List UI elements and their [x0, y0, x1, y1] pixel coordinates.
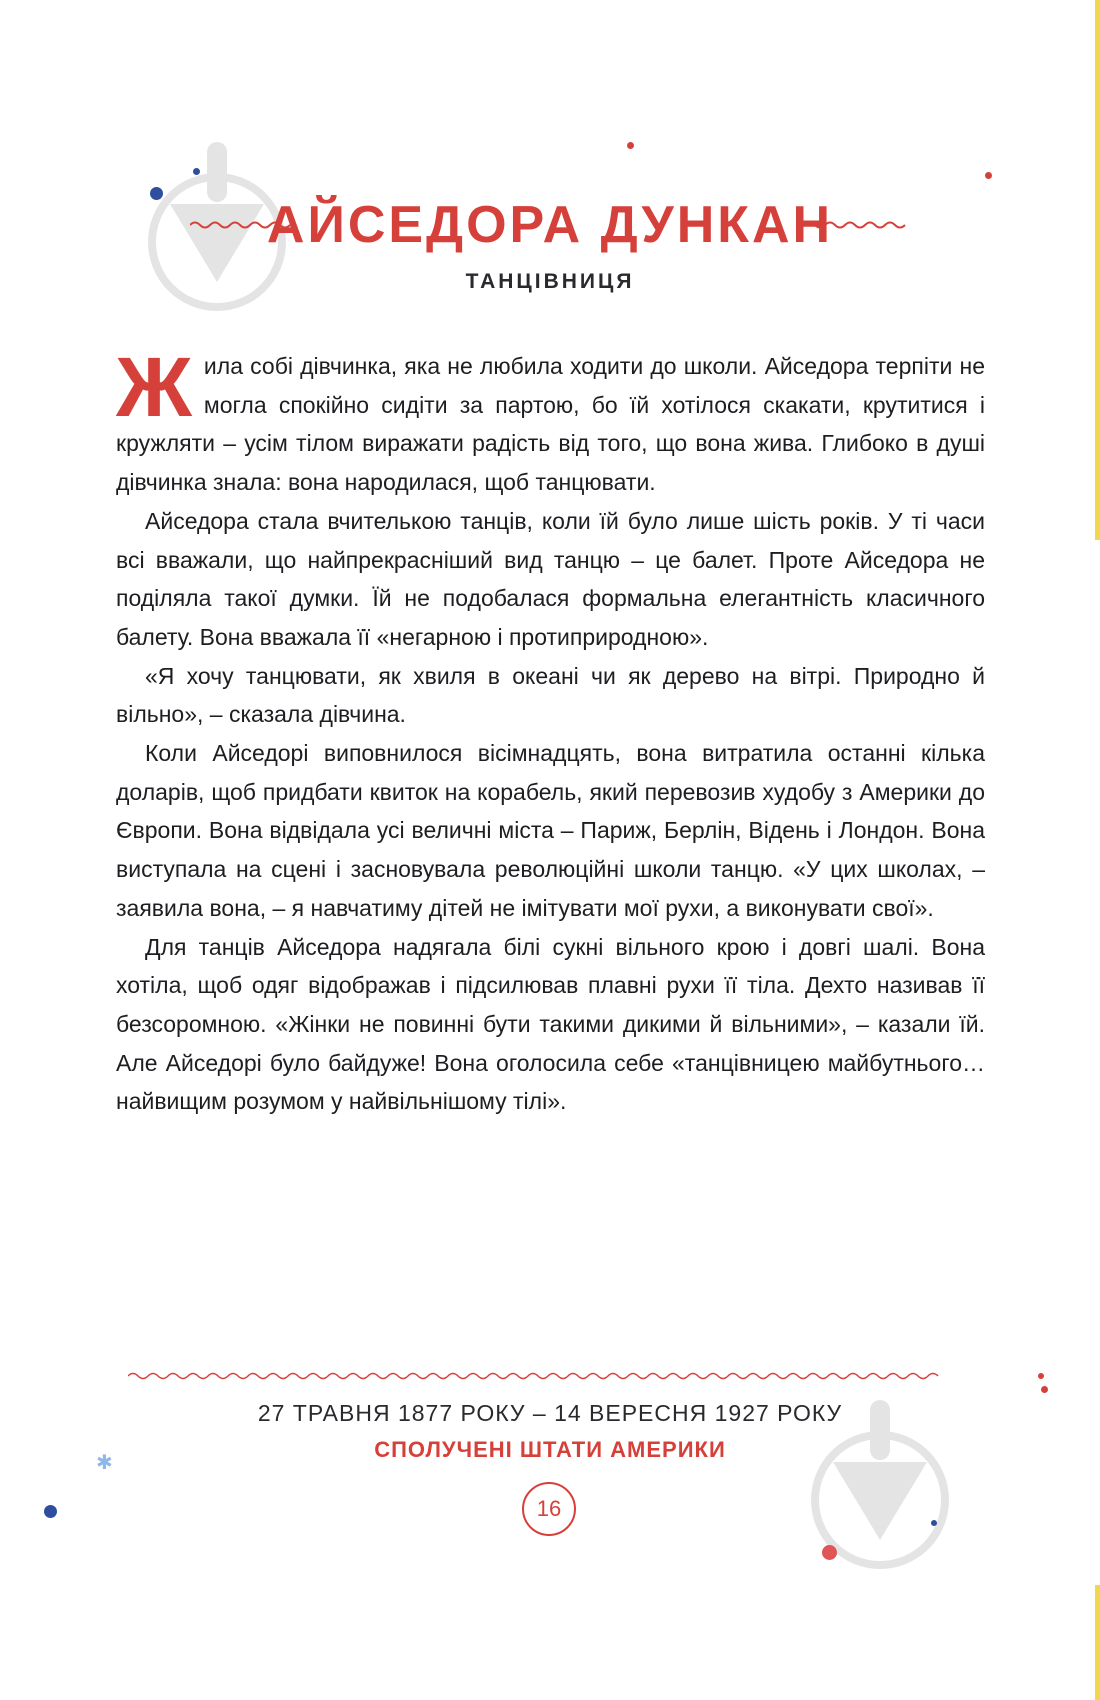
paragraph: Жила собі дівчинка, яка не любила ходити до школи. Айседора терпіти не могла спокійно сидіти за партою, бо їй хотілося скакати, крутитися і кружляти – усім тілом виражати радість від того, що вона жива. Глибоко в душі дівчинка знала: вона народилася, щоб танцювати.: [116, 340, 985, 496]
decor-dot: [44, 1505, 57, 1518]
country-label: СПОЛУЧЕНІ ШТАТИ АМЕРИКИ: [374, 1437, 726, 1462]
paragraph: Для танців Айседора надягала білі сукні вільного крою і довгі шалі. Вона хотіла, щоб одяг відображав і підсилював плавні рухи її тіла. Дехто називав її безсоромною. «Жінки не повинні бути такими дикими й вільними», – казали їй. Але Айседорі було байдуже! Вона оголосила себе «танцівницею майбутнього… найвищим розумом у найвільнішому тілі».: [116, 933, 985, 1115]
paragraph: «Я хочу танцювати, як хвиля в океані чи як дерево на вітрі. Природно й вільно», – сказала дівчина.: [116, 662, 985, 728]
decor-dot: [193, 168, 200, 175]
life-dates: 27 ТРАВНЯ 1877 РОКУ – 14 ВЕРЕСНЯ 1927 РОКУ: [257, 1400, 843, 1426]
page-number: 16: [522, 1482, 576, 1536]
decor-dot: [1041, 1386, 1048, 1393]
decor-dot: [1038, 1373, 1044, 1379]
yellow-edge-bottom: [1095, 1585, 1100, 1700]
drop-cap: Ж: [116, 340, 192, 434]
decor-dot: [822, 1545, 837, 1560]
page-subtitle: ТАНЦІВНИЦЯ: [465, 270, 635, 293]
decor-dot: [627, 142, 634, 149]
star-icon: ✱: [96, 1452, 113, 1474]
decor-dot: [931, 1520, 937, 1526]
paragraph: Коли Айседорі виповнилося вісімнадцять, вона витратила останні кілька доларів, щоб придбати квиток на корабель, який перевозив худобу з Америки до Європи. Вона відвідала усі величні міста – Париж, Берлін, Відень і Лондон. Вона виступала на сцені і засновувала революційні школи танцю. «У цих школах, – заявила вона, – я навчатиму дітей не імітувати мої рухи, а виконувати свої».: [116, 740, 985, 921]
page-title: АЙСЕДОРА ДУНКАН: [266, 196, 834, 254]
decor-dot: [985, 172, 992, 179]
article-body: [116, 340, 985, 1121]
paragraph: Айседора стала вчителькою танців, коли їй було лише шість років. У ті часи всі вважали, що найпрекрасніший вид танцю – це балет. Проте Айседора не поділяла такої думки. Їй не подобалася формальна елегантність класичного балету. Вона вважала її «негарною і протиприродною».: [116, 507, 985, 650]
footer-wave: [128, 1370, 968, 1382]
